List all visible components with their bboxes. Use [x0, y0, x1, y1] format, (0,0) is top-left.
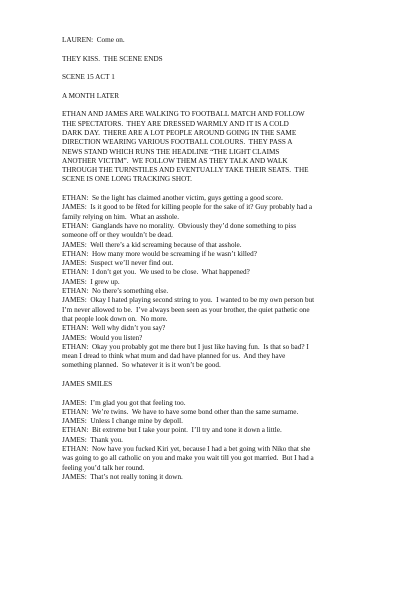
- script-line: ETHAN: No there’s something else.: [62, 287, 169, 296]
- blank-line: [62, 389, 376, 398]
- script-line: was going to go all catholic on you and make you wait till you got married. But I had a: [62, 454, 314, 463]
- script-line: NEWS STAND WHICH RUNS THE HEADLINE “THE LIGHT CLAIMS: [62, 147, 280, 156]
- text-block: [62, 73, 376, 82]
- script-line: ETHAN: How many more would be screaming if he wasn’t killed?: [62, 249, 257, 258]
- script-line: DIRECTION WEARING VARIOUS FOOTBALL COLOURS. THEY PASS A: [62, 138, 293, 147]
- script-line: JAMES: Unless I change mine by depoll.: [62, 417, 183, 426]
- script-line: THROUGH THE TURNSTILES AND EVENTUALLY TAKE THEIR SEATS. THE: [62, 166, 309, 175]
- script-line: ETHAN: Well why didn’t you say?: [62, 324, 166, 333]
- script-line: JAMES: Thank you.: [62, 435, 123, 444]
- script-line: JAMES: That’s not really toning it down.: [62, 472, 183, 481]
- script-line: ETHAN: Now have you fucked Kiri yet, because I had a bet going with Niko that she: [62, 445, 311, 454]
- script-line: ETHAN AND JAMES ARE WALKING TO FOOTBALL MATCH AND FOLLOW: [62, 110, 305, 119]
- script-line: someone off or they wouldn’t be dead.: [62, 231, 173, 240]
- script-line: JAMES: Would you listen?: [62, 333, 143, 342]
- text-block: [62, 110, 376, 184]
- text-block: [62, 399, 376, 483]
- script-line: ETHAN: Bit extreme but I take your point. I’ll try and tone it down a little.: [62, 426, 282, 435]
- script-line: I’m never allowed to be. I’ve always been seen as your brother, the quiet pathetic one: [62, 305, 310, 314]
- script-line: SCENE IS ONE LONG TRACKING SHOT.: [62, 175, 192, 184]
- script-line: JAMES: Okay I hated playing second string to you. I wanted to be my own person but: [62, 296, 315, 305]
- script-line: JAMES: I’m glad you got that feeling too.: [62, 398, 186, 407]
- blank-line: [62, 45, 376, 54]
- script-line: ETHAN: Ganglands have no morality. Obviously they’d done something to piss: [62, 221, 297, 230]
- script-line: DARK DAY. THERE ARE A LOT PEOPLE AROUND GOING IN THE SAME: [62, 128, 297, 137]
- script-line: something planned. So whatever it is it won’t be good.: [62, 361, 221, 370]
- script-line: ETHAN: Okay you probably got me there but I just like having fun. Is that so bad? I: [62, 342, 309, 351]
- script-line: THEY KISS. THE SCENE ENDS: [62, 54, 163, 63]
- script-line: JAMES: I grew up.: [62, 277, 120, 286]
- blank-line: [62, 371, 376, 380]
- text-block: [62, 194, 376, 371]
- script-line: LAUREN: Come on.: [62, 36, 125, 44]
- script-line: feeling you’d talk her round.: [62, 463, 145, 472]
- script-line: JAMES: Well there’s a kid screaming because of that asshole.: [62, 240, 242, 249]
- script-line: mean I dread to think what mum and dad have planned for us. And they have: [62, 352, 286, 361]
- blank-line: [62, 101, 376, 110]
- script-line: JAMES: Is it good to be fêted for killing people for the sake of it? Guy probably had a: [62, 203, 313, 212]
- script-line: A MONTH LATER: [62, 91, 120, 100]
- script-line: family relying on him. What an asshole.: [62, 212, 180, 221]
- script-line: that people look down on. No more.: [62, 314, 168, 323]
- script-line: ETHAN: We’re twins. We have to have some bond other than the same surname.: [62, 407, 299, 416]
- text-block: [62, 55, 376, 64]
- blank-line: [62, 64, 376, 73]
- text-block: [62, 92, 376, 101]
- script-line: JAMES SMILES: [62, 379, 113, 388]
- script-line: JAMES: Suspect we’ll never find out.: [62, 259, 174, 268]
- script-line: ANOTHER VICTIM”. WE FOLLOW THEM AS THEY TALK AND WALK: [62, 156, 288, 165]
- script-line: ETHAN: I don’t get you. We used to be close. What happened?: [62, 268, 250, 277]
- blank-line: [62, 185, 376, 194]
- blank-line: [62, 82, 376, 91]
- script-line: ETHAN: Se the light has claimed another victim, guys getting a good score.: [62, 194, 283, 203]
- script-line: THE SPECTATORS. THEY ARE DRESSED WARMLY AND IT IS A COLD: [62, 119, 289, 128]
- script-line: SCENE 15 ACT 1: [62, 73, 115, 82]
- text-block: [62, 36, 376, 45]
- text-block: [62, 380, 376, 389]
